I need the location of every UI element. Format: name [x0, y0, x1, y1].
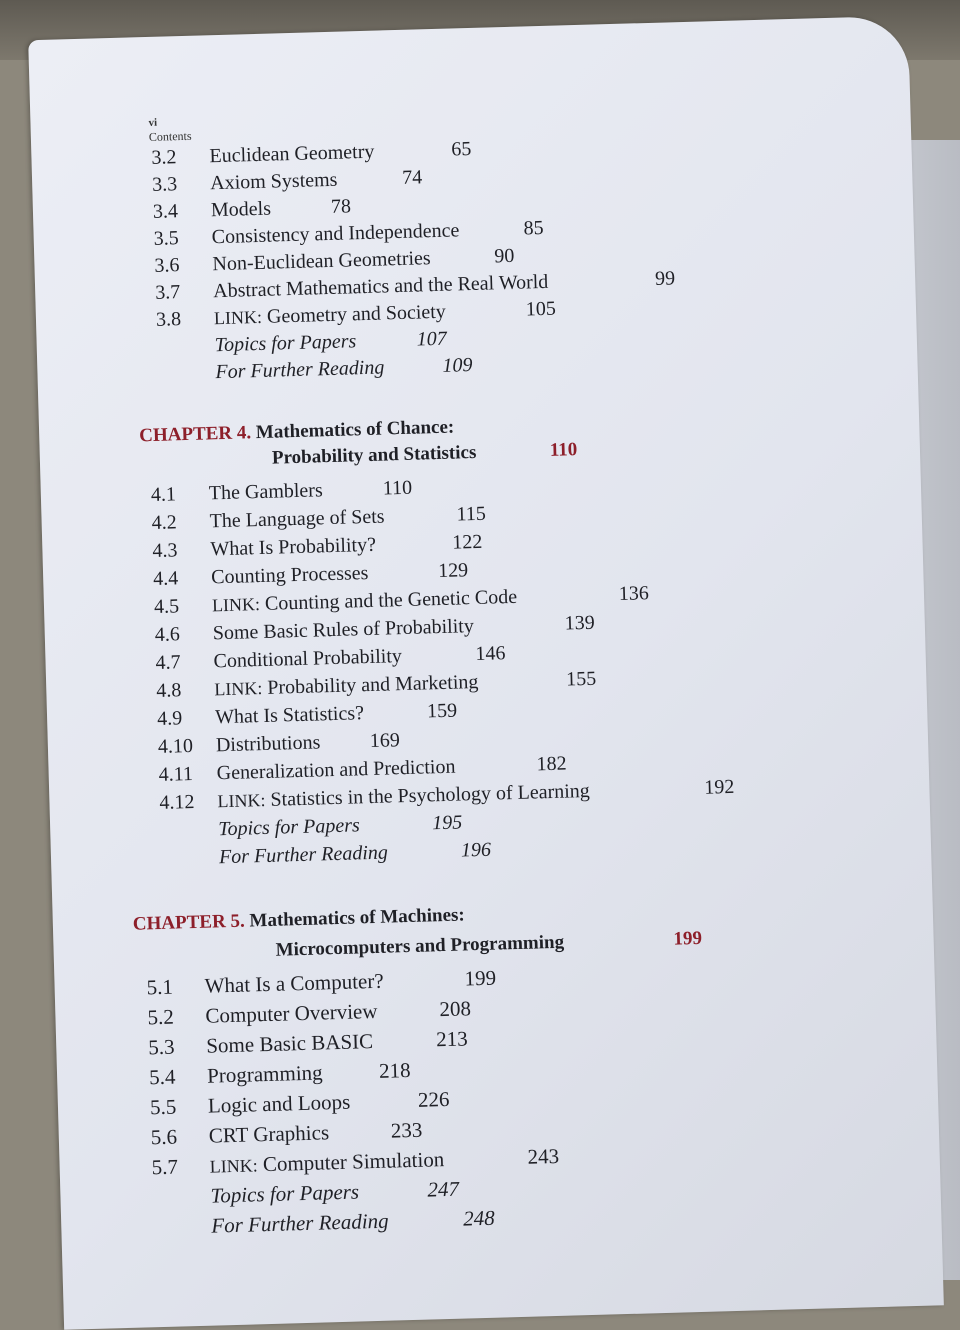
- entry-number: 3.4: [152, 200, 179, 223]
- entry-number: 4.7: [155, 651, 181, 674]
- entry-page: 199: [464, 965, 497, 991]
- entry-number: 4.12: [159, 790, 195, 814]
- entry-title-text: Counting and the Genetic Code: [264, 585, 518, 615]
- book-page: [28, 16, 944, 1330]
- link-tag: LINK:: [211, 594, 261, 616]
- entry-page: 226: [417, 1086, 450, 1112]
- entry-number: 5.6: [150, 1124, 178, 1150]
- entry-page: 110: [382, 476, 413, 500]
- entry-number: 4.10: [157, 734, 194, 758]
- entry-number: 3.3: [151, 173, 178, 196]
- entry-title-text: Computer Simulation: [262, 1147, 445, 1177]
- entry-page: 233: [390, 1117, 423, 1143]
- entry-page: 155: [565, 667, 597, 691]
- entry-title-text: Geometry and Society: [266, 300, 447, 328]
- entry-page: 90: [494, 244, 515, 268]
- entry-title: The Gamblers: [208, 479, 324, 505]
- entry-title-text: Statistics in the Psychology of Learning: [270, 779, 591, 811]
- entry-title: [217, 780, 590, 813]
- link-tag: LINK:: [209, 1155, 258, 1177]
- chapter-label: CHAPTER 4.: [138, 422, 252, 447]
- entry-page: 208: [439, 996, 472, 1022]
- entry-title: Some Basic BASIC: [205, 1029, 374, 1058]
- entry-page: 78: [330, 195, 352, 218]
- entry-page: 248: [462, 1205, 496, 1231]
- entry-page: 74: [401, 166, 423, 189]
- entry-page: 169: [369, 729, 401, 753]
- entry-page: 122: [452, 530, 483, 554]
- entry-title: Topics for Papers: [214, 330, 357, 357]
- entry-number: 3.5: [153, 227, 180, 250]
- entry-page: 213: [435, 1026, 469, 1052]
- entry-number: 4.8: [156, 679, 182, 702]
- chapter-label: CHAPTER 5.: [132, 910, 246, 935]
- running-title: Contents: [148, 128, 192, 144]
- entry-title: Computer Overview: [205, 998, 378, 1028]
- entry-page: 218: [378, 1058, 411, 1083]
- entry-page: 109: [442, 354, 473, 377]
- entry-title: Topics for Papers: [217, 814, 361, 841]
- entry-number: 5.2: [147, 1004, 175, 1030]
- entry-page: 139: [564, 611, 595, 635]
- entry-page: 105: [525, 297, 557, 321]
- chapter-title-line1: Mathematics of Machines:: [249, 904, 465, 932]
- chapter-title-line2: Probability and Statistics: [271, 441, 477, 469]
- entry-number: 4.6: [154, 623, 181, 646]
- entry-page: 159: [426, 699, 458, 723]
- link-tag: LINK:: [217, 789, 266, 812]
- entry-title: Counting Processes: [210, 561, 369, 589]
- entry-number: 3.2: [151, 146, 177, 169]
- chapter-5-heading: [132, 904, 703, 961]
- chapter-title-line2: Microcomputers and Programming: [275, 931, 565, 961]
- chapter-page: 110: [549, 439, 578, 461]
- entry-title: What Is a Computer?: [204, 968, 384, 998]
- chapter-title-line1: Mathematics of Chance:: [255, 416, 455, 444]
- chapter-page: 199: [673, 927, 703, 950]
- entry-title: Non-Euclidean Geometries: [212, 247, 431, 276]
- entry-title: Abstract Mathematics and the Real World: [212, 270, 549, 303]
- entry-title: Programming: [206, 1060, 323, 1088]
- entry-number: 4.9: [156, 707, 183, 730]
- entry-title: [214, 671, 479, 701]
- entry-page: 196: [460, 838, 492, 862]
- entry-page: 65: [451, 137, 472, 161]
- entry-title: Logic and Loops: [207, 1089, 351, 1118]
- entry-title: Conditional Probability: [213, 645, 403, 673]
- entry-page: 146: [475, 642, 506, 666]
- entry-number: 4.4: [152, 567, 179, 590]
- entry-number: 3.6: [154, 254, 180, 277]
- entry-title: Topics for Papers: [210, 1179, 360, 1208]
- entry-page: 182: [536, 752, 567, 776]
- entry-page: 247: [427, 1176, 460, 1202]
- entry-title: What Is Statistics?: [214, 702, 365, 729]
- entry-title: Generalization and Prediction: [216, 755, 456, 785]
- entry-number: 4.1: [150, 483, 177, 507]
- entry-page: 129: [437, 559, 469, 583]
- entry-number: 4.5: [153, 595, 180, 618]
- chapter-4-heading: [138, 416, 578, 469]
- entry-page: 85: [523, 216, 544, 240]
- entry-number: 3.7: [154, 281, 181, 304]
- entry-title: Models: [210, 197, 272, 222]
- entry-page: 99: [654, 267, 676, 290]
- entry-number: 4.11: [158, 762, 194, 786]
- entry-page: 192: [703, 775, 735, 799]
- entry-title: Axiom Systems: [209, 168, 338, 195]
- entry-number: 5.4: [148, 1064, 176, 1090]
- entry-number: 3.8: [155, 308, 182, 331]
- entry-title: [212, 586, 518, 618]
- entry-title: Distributions: [215, 731, 321, 757]
- entry-title: Some Basic Rules of Probability: [212, 615, 475, 645]
- entry-title: What Is Probability?: [210, 533, 377, 561]
- entry-number: 5.7: [151, 1154, 179, 1180]
- entry-number: 5.3: [148, 1034, 175, 1060]
- entry-title: Euclidean Geometry: [209, 140, 375, 168]
- entry-page: 107: [416, 327, 447, 351]
- link-tag: LINK:: [213, 306, 263, 329]
- entry-title: CRT Graphics: [208, 1120, 330, 1148]
- entry-number: 4.2: [151, 511, 177, 535]
- entry-page: 115: [456, 502, 487, 526]
- entry-number: 5.5: [149, 1094, 177, 1120]
- entry-title-text: Probability and Marketing: [267, 670, 479, 699]
- entry-title: For Further Reading: [215, 356, 385, 384]
- page-number: vi: [148, 116, 158, 129]
- entry-page: 136: [618, 582, 650, 606]
- entry-page: 243: [527, 1143, 560, 1169]
- entry-title: [209, 1147, 444, 1179]
- entry-title: The Language of Sets: [209, 505, 385, 533]
- entry-title: For Further Reading: [211, 1208, 389, 1238]
- entry-page: 195: [431, 811, 463, 835]
- entry-number: 5.1: [146, 974, 174, 1000]
- link-tag: LINK:: [214, 678, 263, 700]
- entry-title: For Further Reading: [218, 841, 389, 869]
- entry-number: 4.3: [152, 539, 178, 563]
- entry-title: Consistency and Independence: [211, 219, 460, 249]
- page-header: [148, 114, 191, 145]
- entry-title: [214, 301, 446, 330]
